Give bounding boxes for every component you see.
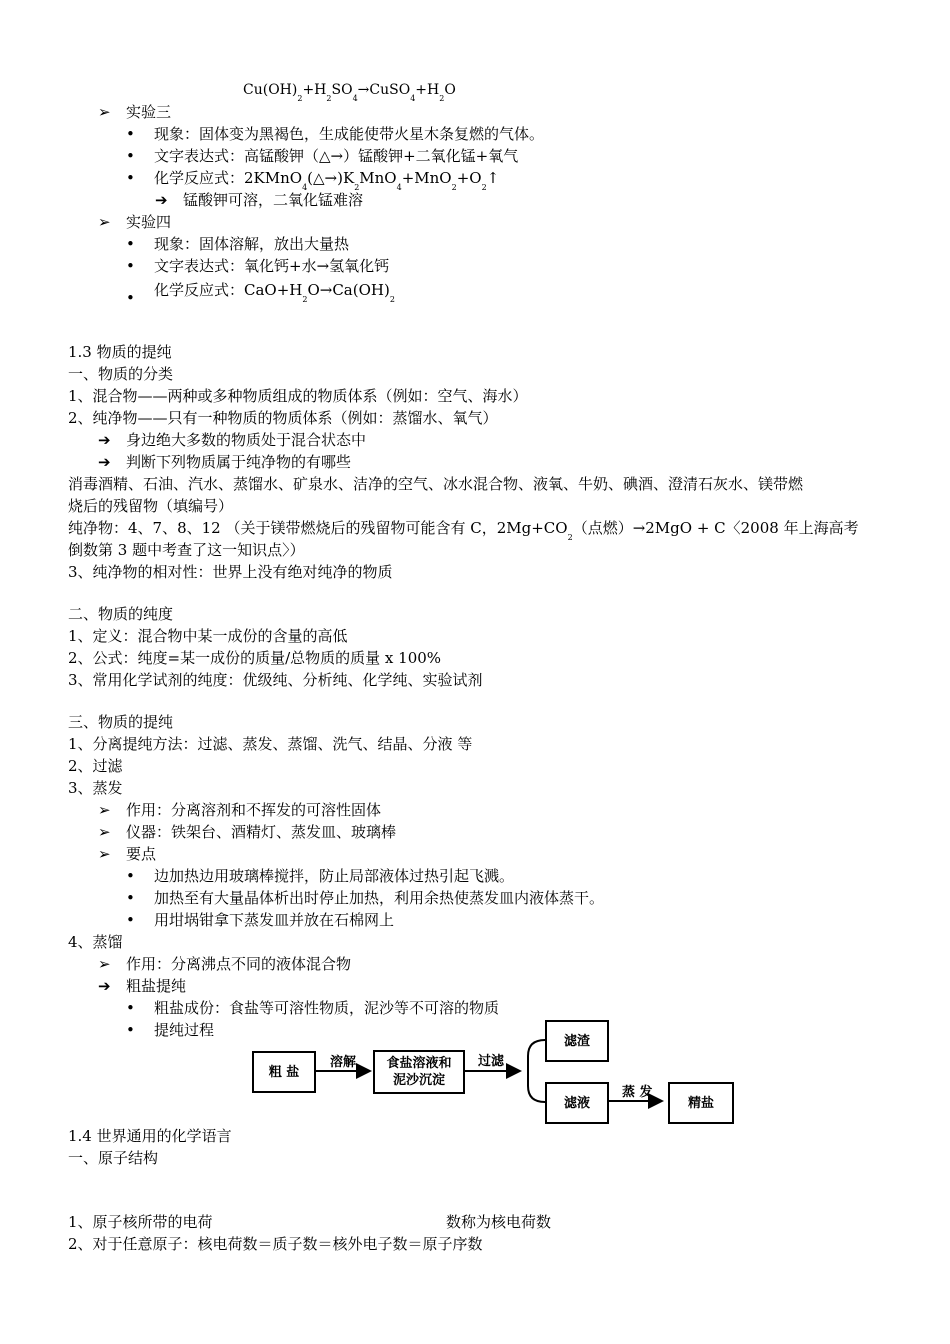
brace-connector [528, 1040, 545, 1102]
section-title: 1.4 世界通用的化学语言 [68, 1127, 232, 1145]
dot-bullet-icon: • [126, 1021, 135, 1039]
solution-box [373, 1050, 465, 1094]
subsection-title: 一、原子结构 [68, 1149, 159, 1167]
text: 用坩埚钳拿下蒸发皿并放在石棉网上 [154, 911, 395, 929]
text-line: 3、蒸发 [68, 779, 123, 797]
text: 实验三 [126, 103, 172, 121]
text: 现象：固体溶解，放出大量热 [154, 235, 350, 253]
text: 仪器：铁架台、酒精灯、蒸发皿、玻璃棒 [126, 823, 397, 841]
chevron-bullet-icon: ➢ [98, 103, 111, 121]
subsection-title: 三、物质的提纯 [68, 713, 174, 731]
chevron-bullet-icon: ➢ [98, 213, 111, 231]
text-line: 3、常用化学试剂的纯度：优级纯、分析纯、化学纯、实验试剂 [68, 671, 483, 689]
text-line: 纯净物：4、7、8、12 （关于镁带燃烧后的残留物可能含有 C，$2Mg+CO_2$（点燃）→2MgO + C〈2008 年上海高考 [68, 519, 859, 542]
dot-bullet-icon: • [126, 147, 135, 165]
text: 粗盐提纯 [126, 977, 187, 995]
text-line: 1、分离提纯方法：过滤、蒸发、蒸馏、洗气、结晶、分液 等 [68, 735, 473, 753]
residue-box: 滤渣 [545, 1020, 609, 1062]
text: 判断下列物质属于纯净物的有哪些 [126, 453, 352, 471]
dissolve-label: 溶解 [330, 1055, 357, 1070]
subsection-title: 二、物质的纯度 [68, 605, 174, 623]
evaporate-label: 蒸 发 [622, 1085, 653, 1100]
dot-bullet-icon: • [126, 999, 135, 1017]
text-line: 4、蒸馏 [68, 933, 123, 951]
chevron-bullet-icon: ➢ [98, 823, 111, 841]
equation: 化学反应式：$2KMnO_4(\triangle\to)K_2MnO_4+MnO_2+O_2↑$ [154, 169, 500, 192]
text-line: 数称为核电荷数 [446, 1213, 552, 1231]
text: 锰酸钾可溶，二氧化锰难溶 [183, 191, 364, 209]
subsection-title: 一、物质的分类 [68, 365, 174, 383]
chevron-bullet-icon: ➢ [98, 955, 111, 973]
chevron-bullet-icon: ➢ [98, 845, 111, 863]
dot-bullet-icon: • [126, 235, 135, 253]
text: 实验四 [126, 213, 172, 231]
text: 文字表达式：氧化钙+水→氢氧化钙 [154, 257, 390, 275]
dot-bullet-icon: • [126, 911, 135, 929]
dot-bullet-icon: • [126, 257, 135, 275]
crude-salt-box: 粗 盐 [252, 1051, 316, 1093]
text: 现象：固体变为黑褐色，生成能使带火星木条复燃的气体。 [154, 125, 545, 143]
text: 边加热边用玻璃棒搅拌，防止局部液体过热引起飞溅。 [154, 867, 515, 885]
section-title: 1.3 物质的提纯 [68, 343, 172, 361]
dot-bullet-icon: • [126, 289, 135, 307]
text-line: 1、混合物——两种或多种物质组成的物质体系（例如：空气、海水） [68, 387, 528, 405]
filtrate-box: 滤液 [545, 1082, 609, 1124]
refined-salt-box: 精盐 [668, 1082, 734, 1124]
dot-bullet-icon: • [126, 125, 135, 143]
right-arrow-icon: ➔ [98, 453, 111, 471]
text: 要点 [126, 845, 157, 863]
text-line: 烧后的残留物（填编号） [68, 497, 234, 515]
dot-bullet-icon: • [126, 889, 135, 907]
filter-label: 过滤 [478, 1054, 505, 1069]
dot-bullet-icon: • [126, 867, 135, 885]
text-line: 3、纯净物的相对性：世界上没有绝对纯净的物质 [68, 563, 393, 581]
solution-line-1: 食盐溶液和 [386, 1056, 452, 1071]
text: 粗盐成份：食盐等可溶性物质，泥沙等不可溶的物质 [154, 999, 500, 1017]
dot-bullet-icon: • [126, 169, 135, 187]
text: 文字表达式：高锰酸钾（△→）锰酸钾+二氧化锰+氧气 [154, 147, 519, 165]
equation: 化学反应式：$CaO+H_2O\to Ca(OH)_2$ [154, 281, 395, 304]
text: 提纯过程 [154, 1021, 215, 1039]
text-line: 1、原子核所带的电荷 [68, 1213, 213, 1231]
solution-line-2: 泥沙沉淀 [392, 1073, 445, 1088]
right-arrow-icon: ➔ [98, 431, 111, 449]
text-line: 倒数第 3 题中考查了这一知识点〉） [68, 541, 305, 559]
text-line: 消毒酒精、石油、汽水、蒸馏水、矿泉水、洁净的空气、冰水混合物、液氧、牛奶、碘酒、澄清石灰水、镁带燃 [68, 475, 804, 493]
text-line: 2、纯净物——只有一种物质的物质体系（例如：蒸馏水、氧气） [68, 409, 498, 427]
text: 加热至有大量晶体析出时停止加热，利用余热使蒸发皿内液体蒸干。 [154, 889, 605, 907]
text-line: 2、过滤 [68, 757, 123, 775]
text: 身边绝大多数的物质处于混合状态中 [126, 431, 367, 449]
right-arrow-icon: ➔ [98, 977, 111, 995]
text-line: 2、公式：纯度=某一成份的质量/总物质的质量 x 100% [68, 649, 442, 667]
text: 作用：分离溶剂和不挥发的可溶性固体 [126, 801, 382, 819]
equation-line: $Cu(OH)_2+H_2SO_4\to CuSO_4+H_2O$ [243, 82, 456, 103]
text-line: 2、对于任意原子：核电荷数＝质子数＝核外电子数＝原子序数 [68, 1235, 483, 1253]
right-arrow-icon: ➔ [155, 191, 168, 209]
text: 作用：分离沸点不同的液体混合物 [126, 955, 352, 973]
chevron-bullet-icon: ➢ [98, 801, 111, 819]
text-line: 1、定义：混合物中某一成份的含量的高低 [68, 627, 348, 645]
